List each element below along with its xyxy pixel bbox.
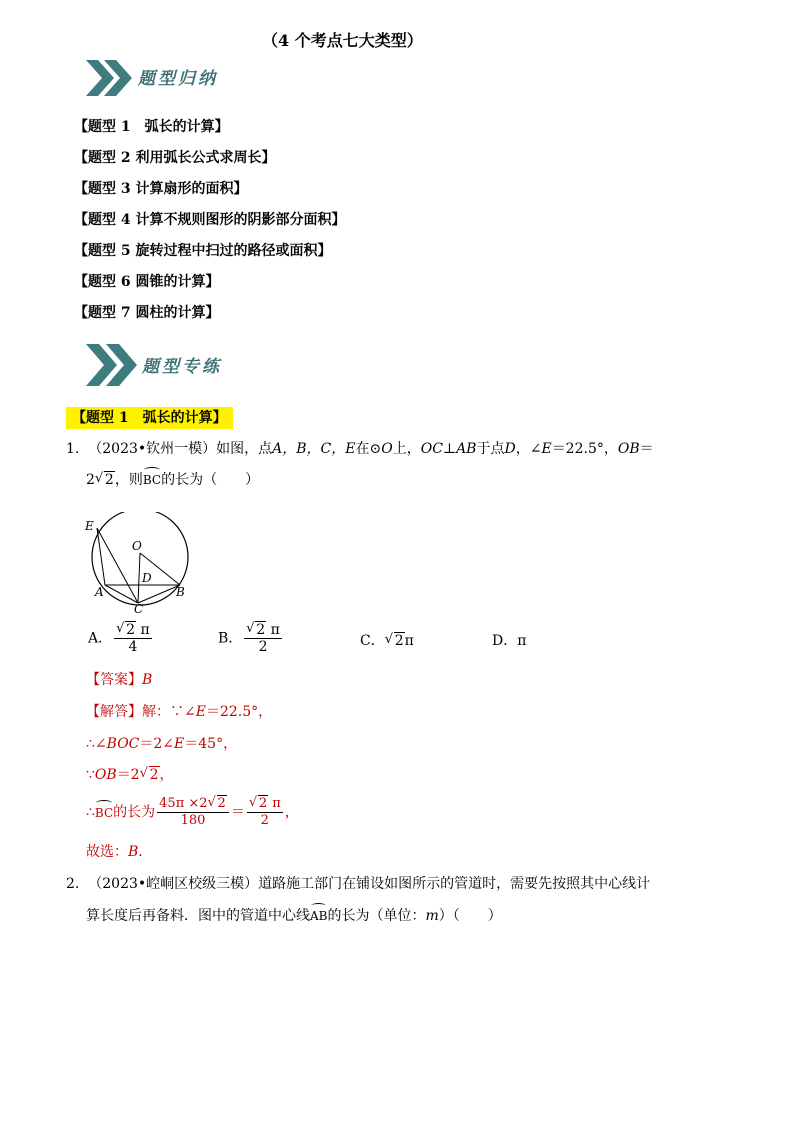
practice-banner-title: 题型专练 xyxy=(142,357,222,377)
summary-banner-title: 题型归纳 xyxy=(138,69,218,89)
label-b: B xyxy=(176,585,185,599)
solution-text: ， xyxy=(159,767,174,783)
option-c[interactable] xyxy=(360,630,414,650)
question-2-line-1 xyxy=(66,873,650,895)
stem-text: 如图，点 xyxy=(216,441,273,457)
solution-text: ＝2 xyxy=(116,767,140,783)
toc-item-6[interactable]: 【题型 6 圆锥的计算】 xyxy=(74,274,220,290)
question-1-line-1 xyxy=(66,438,654,460)
stem-ob: OB xyxy=(617,441,640,457)
solution-line-2 xyxy=(86,733,237,755)
toc-item-2[interactable]: 【题型 2 利用弧长公式求周长】 xyxy=(74,150,276,166)
toc-item-5[interactable]: 【题型 5 旋转过程中扫过的路径或面积】 xyxy=(74,243,332,259)
solution-text: 解：∵∠ xyxy=(142,704,196,720)
circle-figure xyxy=(80,512,200,616)
solution-text: ＝2∠ xyxy=(139,736,175,752)
solution-conclusion xyxy=(86,841,152,863)
stem-perp: OC⊥AB xyxy=(420,441,477,457)
toc-item-1[interactable]: 【题型 1 弧长的计算】 xyxy=(74,119,229,135)
solution-line-1 xyxy=(86,701,272,723)
stem-text: 上， xyxy=(392,441,421,457)
pi: π xyxy=(272,796,281,811)
stem-circle: O xyxy=(381,441,393,457)
segment-ea xyxy=(97,528,105,585)
stem-text: ，则 xyxy=(114,472,143,488)
label-d: D xyxy=(142,571,152,585)
denominator: 2 xyxy=(258,639,268,655)
solution-var: E xyxy=(174,736,185,752)
stem-text: 在⊙ xyxy=(355,441,382,457)
denominator: 180 xyxy=(180,813,206,828)
double-chevron-icon xyxy=(84,58,134,98)
page-subtitle: （4 个考点七大类型） xyxy=(262,31,423,50)
question-number: 2. xyxy=(66,876,80,892)
stem-text: 的长为（ ） xyxy=(161,472,260,488)
segment-oc xyxy=(138,553,140,603)
stem-text: ＝ xyxy=(639,441,654,457)
solution-text: ＝22.5°， xyxy=(205,704,273,720)
arc-bc: BC xyxy=(143,469,161,491)
solution-var: B xyxy=(128,844,139,860)
question-text: 算长度后再备料．图中的管道中心线 xyxy=(86,908,310,924)
toc-item-3[interactable]: 【题型 3 计算扇形的面积】 xyxy=(74,181,248,197)
option-a[interactable] xyxy=(88,622,154,655)
solution-text: ∵ xyxy=(86,767,95,783)
solution-text: 故选： xyxy=(86,844,128,860)
segment-cb xyxy=(138,585,180,603)
numerator-text: 45π ×2 xyxy=(159,796,208,811)
sqrt-expression xyxy=(95,469,115,491)
pi: π xyxy=(140,622,150,638)
arc-bc: BC xyxy=(95,802,113,824)
unit: m xyxy=(425,908,439,924)
solution-text: ＝ xyxy=(230,804,245,821)
option-b-label: B． xyxy=(218,630,243,647)
solution-var: BOC xyxy=(106,736,140,752)
solution-fraction-right xyxy=(247,796,283,829)
option-d[interactable] xyxy=(492,630,526,650)
solution-fraction-left xyxy=(157,796,229,829)
denominator: 2 xyxy=(260,813,269,828)
question-number: 1. xyxy=(66,441,80,457)
option-d-value: π xyxy=(517,633,527,649)
solution-text: ， xyxy=(284,804,299,821)
radicand: 2 xyxy=(149,767,159,783)
question-1-line-2 xyxy=(86,469,259,491)
option-a-fraction xyxy=(114,622,152,655)
stem-text: ，∠ xyxy=(515,441,542,457)
option-d-label: D． xyxy=(492,633,518,649)
answer-label: 【答案】 xyxy=(86,672,142,688)
label-e: E xyxy=(85,519,94,533)
radicand: 2 xyxy=(104,472,114,488)
option-c-label: C． xyxy=(360,633,385,649)
pi: π xyxy=(404,633,414,649)
label-o: O xyxy=(132,539,142,553)
question-text: ）（ ） xyxy=(438,908,502,924)
radicand: 2 xyxy=(217,796,226,811)
solution-text: 的长为 xyxy=(113,804,156,821)
solution-var: E xyxy=(195,704,206,720)
option-a-label: A． xyxy=(88,630,113,647)
stem-angle-e: E xyxy=(541,441,552,457)
question-source: （2023•钦州一模） xyxy=(88,441,217,457)
solution-text: ∴∠ xyxy=(86,736,107,752)
radicand: 2 xyxy=(256,622,266,638)
question-text: （2023•崆峒区校级三模）道路施工部门在铺设如图所示的管道时，需要先按照其中心线计 xyxy=(88,876,651,892)
stem-coef: 2 xyxy=(86,472,95,488)
answer-line xyxy=(86,669,152,691)
solution-text: ． xyxy=(138,844,153,860)
denominator: 4 xyxy=(128,639,138,655)
solution-var: OB xyxy=(94,767,117,783)
solution-line-4 xyxy=(86,796,299,829)
stem-points: A，B，C，E xyxy=(272,441,356,457)
double-chevron-icon xyxy=(84,342,140,388)
toc-item-4[interactable]: 【题型 4 计算不规则图形的阴影部分面积】 xyxy=(74,212,346,228)
question-2-line-2 xyxy=(86,905,502,927)
answer-value: B xyxy=(142,672,153,688)
label-a: A xyxy=(95,585,104,599)
option-b-fraction xyxy=(244,622,282,655)
arc-ab: AB xyxy=(310,905,327,927)
section-tag-type1: 【题型 1 弧长的计算】 xyxy=(66,407,233,429)
solution-label: 【解答】 xyxy=(86,704,142,720)
radicand: 2 xyxy=(258,796,268,811)
stem-point-d: D xyxy=(504,441,516,457)
solution-text: ＝45°， xyxy=(184,736,238,752)
pi: π xyxy=(270,622,280,638)
radicand: 2 xyxy=(394,633,404,649)
question-text: 的长为（单位： xyxy=(327,908,426,924)
solution-text: ∴ xyxy=(86,804,95,821)
radicand: 2 xyxy=(126,622,136,638)
stem-text: ＝22.5°， xyxy=(551,441,618,457)
toc-item-7[interactable]: 【题型 7 圆柱的计算】 xyxy=(74,305,220,321)
solution-line-3 xyxy=(86,764,174,786)
stem-text: 于点 xyxy=(476,441,505,457)
label-c: C xyxy=(134,602,144,616)
option-b[interactable] xyxy=(218,622,284,655)
